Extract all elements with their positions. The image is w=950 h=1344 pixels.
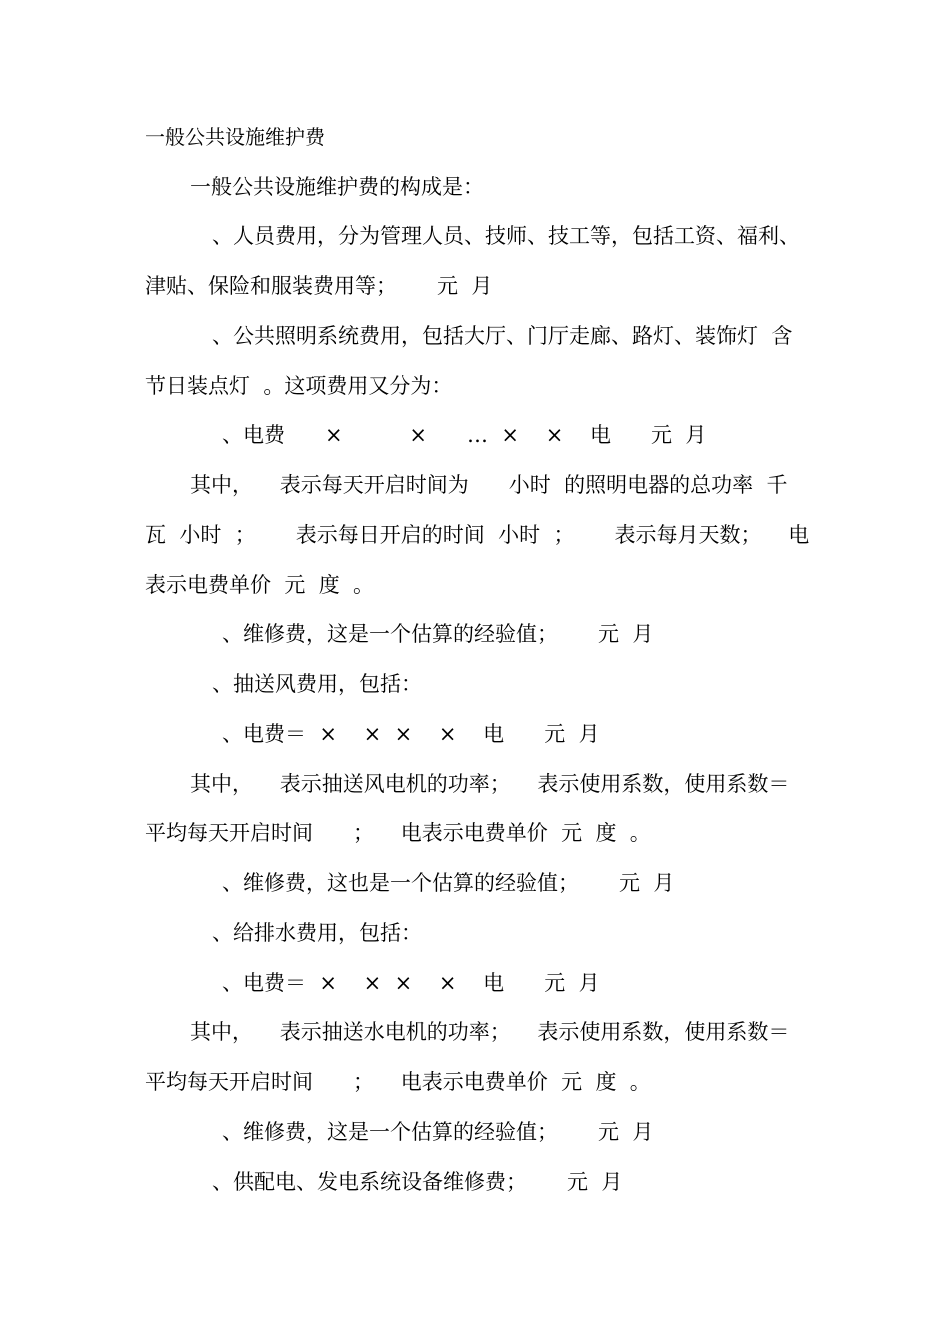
paragraph-line: 、人员费用，分为管理人员、技师、技工等，包括工资、福利、 <box>212 224 800 248</box>
paragraph-line: 、电费＝ × × × × 电 元 月 <box>222 971 600 995</box>
paragraph-line: 、电费＝ × × × × 电 元 月 <box>222 722 600 746</box>
paragraph-line: 表示电费单价 元 度 。 <box>145 573 375 597</box>
paragraph-line: 、公共照明系统费用，包括大厅、门厅走廊、路灯、装饰灯 含 <box>212 324 793 348</box>
paragraph-line: 、维修费，这是一个估算的经验值； 元 月 <box>222 1120 654 1144</box>
paragraph-line: 一般公共设施维护费的构成是： <box>190 175 484 199</box>
paragraph-line: 其中， 表示抽送水电机的功率； 表示使用系数，使用系数＝ <box>190 1020 790 1044</box>
paragraph-line: 、电费 × × … × × 电 元 月 <box>222 423 707 447</box>
paragraph-line: 瓦 小时 ； 表示每日开启的时间 小时 ； 表示每月天数； 电 <box>145 523 810 547</box>
paragraph-line: 、抽送风费用，包括： <box>212 672 422 696</box>
paragraph-line: 平均每天开启时间 ； 电表示电费单价 元 度 。 <box>145 821 651 845</box>
paragraph-line: 平均每天开启时间 ； 电表示电费单价 元 度 。 <box>145 1070 651 1094</box>
paragraph-line: 节日装点灯 。这项费用又分为： <box>145 374 453 398</box>
document-title: 一般公共设施维护费 <box>145 125 325 149</box>
paragraph-line: 、维修费，这也是一个估算的经验值； 元 月 <box>222 871 675 895</box>
paragraph-line: 其中， 表示每天开启时间为 小时 的照明电器的总功率 千 <box>190 473 788 497</box>
paragraph-line: 、维修费，这是一个估算的经验值； 元 月 <box>222 622 654 646</box>
paragraph-line: 其中， 表示抽送风电机的功率； 表示使用系数，使用系数＝ <box>190 772 790 796</box>
paragraph-line: 、供配电、发电系统设备维修费； 元 月 <box>212 1170 623 1194</box>
paragraph-line: 、给排水费用，包括： <box>212 921 422 945</box>
paragraph-line: 津贴、保险和服装费用等； 元 月 <box>145 274 493 298</box>
